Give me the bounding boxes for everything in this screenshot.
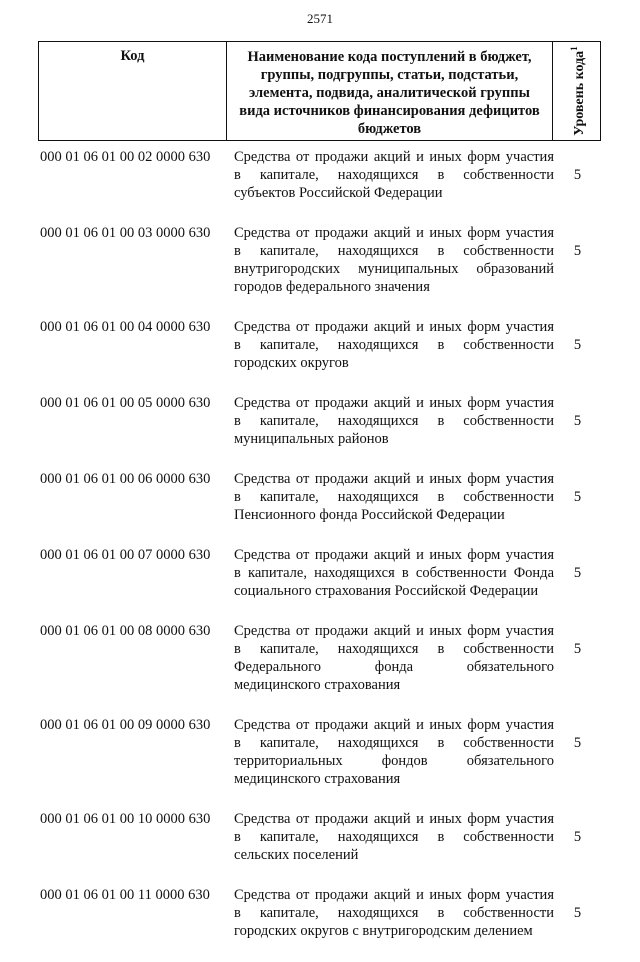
header-level-label: Уровень кода [571,50,587,136]
row-description-line: муниципальных районов [234,431,389,447]
table-row [38,546,601,600]
row-code: 000 01 06 01 00 02 0000 630 [40,149,211,165]
row-description-line: городских округов с внутригородским делением [234,923,533,939]
row-description-line: Средства от продажи акций и иных форм участия [234,319,554,335]
row-description-line: социального страхования Российской Федерации [234,583,539,599]
row-code: 000 01 06 01 00 04 0000 630 [40,319,211,335]
row-description-line: в капитале, находящихся в собственности [234,243,554,259]
row-level: 5 [573,905,582,921]
header-level [553,42,600,140]
row-description [232,622,554,694]
row-description-line: Средства от продажи акций и иных форм участия [234,717,554,733]
row-description [232,224,554,296]
header-level-footnote: 1 [568,46,579,51]
row-description-line: городов федерального значения [234,279,430,295]
row-description [232,546,554,600]
table-row [38,810,601,864]
row-code: 000 01 06 01 00 09 0000 630 [40,717,211,733]
row-description-line: в капитале, находящихся в собственности [234,413,554,429]
row-level: 5 [573,337,582,353]
row-code: 000 01 06 01 00 03 0000 630 [40,225,211,241]
table-body [38,148,601,962]
row-code: 000 01 06 01 00 06 0000 630 [40,471,211,487]
table-row [38,622,601,694]
row-description-line: сельских поселений [234,847,359,863]
row-description-line: городских округов [234,355,349,371]
row-description-line: медицинского страхования [234,771,401,787]
row-description-line: Средства от продажи акций и иных форм участия [234,225,554,241]
row-description [232,394,554,448]
table-row [38,224,601,296]
row-description-line: территориальных фондов обязательного [234,753,554,769]
table-row [38,394,601,448]
row-description-line: Средства от продажи акций и иных форм участия [234,887,554,903]
row-description [232,716,554,788]
row-description-line: в капитале, находящихся в собственности [234,905,554,921]
row-description [232,148,554,202]
row-description-line: внутригородских муниципальных образований [234,261,554,277]
row-description-line: в капитале, находящихся в собственности Фонда [234,565,554,581]
row-description-line: в капитале, находящихся в собственности [234,167,554,183]
table-row [38,886,601,940]
row-level: 5 [573,489,582,505]
row-code: 000 01 06 01 00 08 0000 630 [40,623,211,639]
table-row [38,318,601,372]
row-code: 000 01 06 01 00 07 0000 630 [40,547,211,563]
header-level-text [567,46,587,135]
row-level: 5 [573,735,582,751]
row-level: 5 [573,641,582,657]
row-level: 5 [573,829,582,845]
row-description-line: в капитале, находящихся в собственности [234,641,554,657]
row-description-line: Пенсионного фонда Российской Федерации [234,507,505,523]
row-description-line: в капитале, находящихся в собственности [234,735,554,751]
row-description-line: Средства от продажи акций и иных форм участия [234,811,554,827]
table-row [38,716,601,788]
row-description [232,886,554,940]
row-code: 000 01 06 01 00 11 0000 630 [40,887,210,903]
row-level: 5 [573,413,582,429]
row-description-line: субъектов Российской Федерации [234,185,443,201]
row-description-line: в капитале, находящихся в собственности [234,489,554,505]
row-description [232,470,554,524]
header-name: Наименование кода поступлений в бюджет, группы, подгруппы, статьи, подстатьи, элемента, подвида, аналитической группы вида источников финансирования дефицитов бюджетов [227,42,553,140]
row-description-line: Средства от продажи акций и иных форм участия [234,547,554,563]
row-code: 000 01 06 01 00 10 0000 630 [40,811,211,827]
row-description-line: в капитале, находящихся в собственности [234,829,554,845]
row-description-line: Федерального фонда обязательного [234,659,554,675]
row-description-line: в капитале, находящихся в собственности [234,337,554,353]
page-number: 2571 [307,11,333,26]
row-code: 000 01 06 01 00 05 0000 630 [40,395,211,411]
row-level: 5 [573,167,582,183]
row-description [232,318,554,372]
row-description-line: Средства от продажи акций и иных форм участия [234,149,554,165]
header-code: Код [39,42,227,140]
row-description-line: Средства от продажи акций и иных форм участия [234,395,554,411]
row-description [232,810,554,864]
table-row [38,148,601,202]
row-level: 5 [573,243,582,259]
table-header [38,41,601,141]
row-level: 5 [573,565,582,581]
row-description-line: Средства от продажи акций и иных форм участия [234,471,554,487]
table-row [38,470,601,524]
row-description-line: медицинского страхования [234,677,401,693]
row-description-line: Средства от продажи акций и иных форм участия [234,623,554,639]
